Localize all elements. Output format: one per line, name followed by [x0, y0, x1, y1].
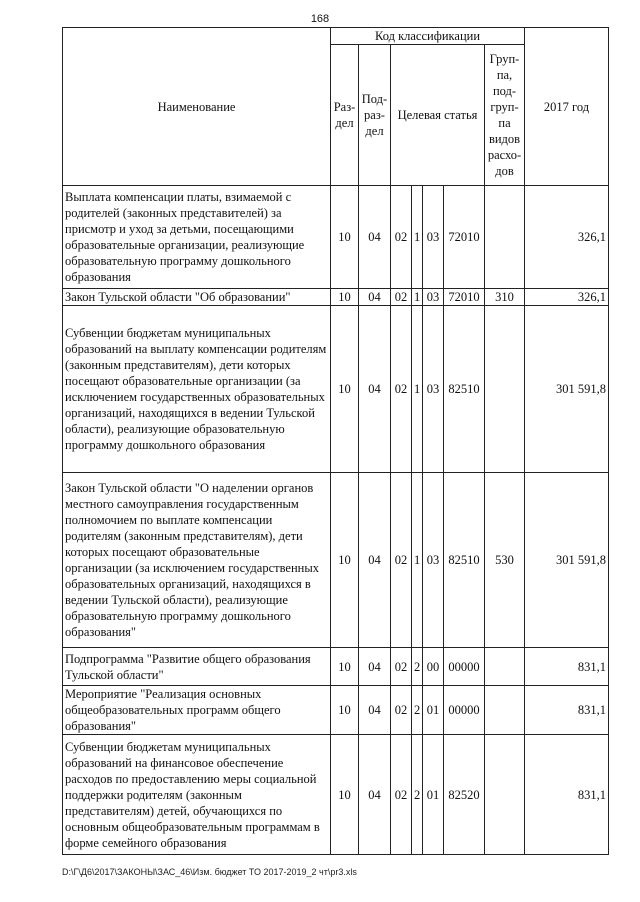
row-event: 03	[423, 306, 444, 473]
row-name: Мероприятие "Реализация основных общеобразовательных программ общего образования"	[63, 686, 331, 735]
row-name: Выплата компенсации платы, взимаемой с родителей (законных представителей) за присмотр и уход за детьми, посещающими образовательные организации, реализующие образовательную программу дошкольного образования	[63, 186, 331, 289]
budget-table	[62, 27, 609, 855]
row-name: Закон Тульской области "О наделении органов местного самоуправления государственным полномочием по выплате компенсации родителям (законным представителям), дети которых посещают образовательные организации (за исключением государственных образовательных организаций, находящихся в ведении Тульской области), реализующие образовательную программу дошкольного образования"	[63, 473, 331, 648]
row-program: 02	[391, 735, 412, 855]
row-razdel: 10	[331, 686, 359, 735]
row-program: 02	[391, 648, 412, 686]
row-podrazdel: 04	[359, 735, 391, 855]
row-podrazdel: 04	[359, 686, 391, 735]
row-program: 02	[391, 473, 412, 648]
row-program: 02	[391, 686, 412, 735]
row-name: Закон Тульской области "Об образовании"	[63, 289, 331, 306]
row-razdel: 10	[331, 186, 359, 289]
row-event: 03	[423, 289, 444, 306]
row-subprogram: 1	[412, 186, 423, 289]
row-expense-type	[485, 686, 525, 735]
header-target-item: Целевая статья	[391, 45, 485, 186]
row-amount: 831,1	[525, 686, 609, 735]
row-direction: 72010	[444, 186, 485, 289]
row-direction: 00000	[444, 686, 485, 735]
row-subprogram: 2	[412, 686, 423, 735]
row-direction: 00000	[444, 648, 485, 686]
header-subsection: Под- раз- дел	[359, 45, 391, 186]
row-podrazdel: 04	[359, 306, 391, 473]
row-program: 02	[391, 306, 412, 473]
row-event: 03	[423, 186, 444, 289]
row-name: Подпрограмма "Развитие общего образования Тульской области"	[63, 648, 331, 686]
header-name: Наименование	[63, 28, 331, 186]
page-number: 168	[310, 13, 330, 25]
row-subprogram: 1	[412, 473, 423, 648]
row-amount: 326,1	[525, 186, 609, 289]
table-row	[63, 306, 609, 473]
row-razdel: 10	[331, 473, 359, 648]
row-razdel: 10	[331, 306, 359, 473]
row-razdel: 10	[331, 735, 359, 855]
row-amount: 831,1	[525, 648, 609, 686]
row-event: 00	[423, 648, 444, 686]
row-name: Субвенции бюджетам муниципальных образований на финансовое обеспечение расходов по предоставлению меры социальной поддержки родителям (законным представителям) детей, обучающихся по основным общеобразовательным программам в форме семейного образования	[63, 735, 331, 855]
row-podrazdel: 04	[359, 473, 391, 648]
table-row	[63, 473, 609, 648]
row-name: Субвенции бюджетам муниципальных образований на выплату компенсации родителям (законным представителям), дети которых посещают образовательные организации (за исключением государственных образовательных организаций, находящихся в ведении Тульской области), реализующие образовательную программу дошкольного образования	[63, 306, 331, 473]
row-expense-type: 530	[485, 473, 525, 648]
row-podrazdel: 04	[359, 648, 391, 686]
row-expense-type: 310	[485, 289, 525, 306]
row-direction: 82510	[444, 306, 485, 473]
row-podrazdel: 04	[359, 289, 391, 306]
row-subprogram: 1	[412, 306, 423, 473]
row-direction: 82510	[444, 473, 485, 648]
header-year: 2017 год	[525, 28, 609, 186]
row-razdel: 10	[331, 648, 359, 686]
row-amount: 831,1	[525, 735, 609, 855]
row-program: 02	[391, 289, 412, 306]
table-row	[63, 186, 609, 289]
row-subprogram: 1	[412, 289, 423, 306]
table-row	[63, 686, 609, 735]
table-row	[63, 648, 609, 686]
header-code-group: Код классификации	[331, 28, 525, 45]
row-event: 01	[423, 735, 444, 855]
table-row	[63, 735, 609, 855]
row-expense-type	[485, 735, 525, 855]
row-razdel: 10	[331, 289, 359, 306]
row-subprogram: 2	[412, 735, 423, 855]
row-podrazdel: 04	[359, 186, 391, 289]
footer-file-path: D:\Г\Д6\2017\ЗАКОНЫ\ЗАС_46\Изм. бюджет ТО 2017-2019_2 чт\pr3.xls	[62, 867, 357, 877]
row-expense-type	[485, 648, 525, 686]
header-section: Раз- дел	[331, 45, 359, 186]
row-amount: 301 591,8	[525, 473, 609, 648]
row-expense-type	[485, 306, 525, 473]
row-direction: 82520	[444, 735, 485, 855]
header-expense-type: Груп- па, под- груп- па видов расхо- дов	[485, 45, 525, 186]
table-row	[63, 289, 609, 306]
row-expense-type	[485, 186, 525, 289]
row-event: 03	[423, 473, 444, 648]
row-amount: 326,1	[525, 289, 609, 306]
row-amount: 301 591,8	[525, 306, 609, 473]
row-event: 01	[423, 686, 444, 735]
row-subprogram: 2	[412, 648, 423, 686]
row-program: 02	[391, 186, 412, 289]
row-direction: 72010	[444, 289, 485, 306]
